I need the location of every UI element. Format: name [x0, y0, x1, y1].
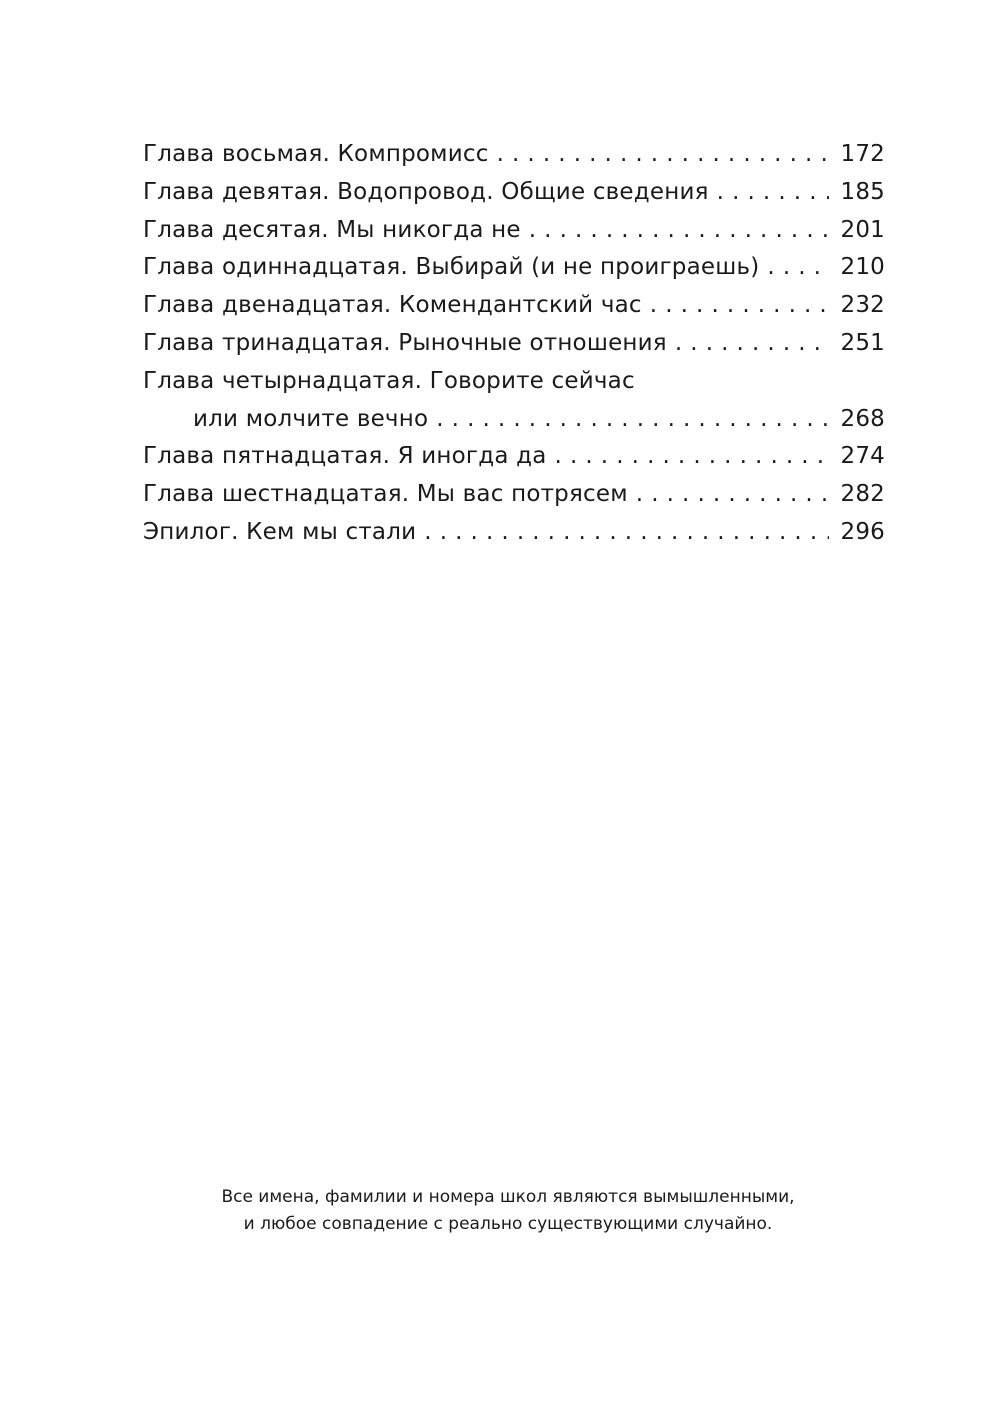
- toc-entry-title: Глава четырнадцатая. Говорите сейчас: [143, 367, 635, 394]
- toc-entry-page: 282: [840, 481, 885, 508]
- toc-dot-leader: [436, 401, 829, 439]
- toc-entry-page: 232: [840, 292, 885, 319]
- toc-entry: [143, 287, 885, 325]
- disclaimer-note: [0, 1184, 1000, 1238]
- toc-entry-title: Глава восьмая. Компромисс: [143, 141, 489, 167]
- toc-entry: [143, 476, 885, 514]
- toc-entry: [143, 212, 885, 250]
- toc-entry-page: 268: [840, 405, 885, 432]
- disclaimer-line: Все имена, фамилии и номера школ являются вымышленными,: [221, 1187, 795, 1207]
- disclaimer-line: и любое совпадение с реально существующими случайно.: [243, 1214, 773, 1234]
- toc-entry-title: Глава девятая. Водопровод. Общие сведения: [143, 178, 709, 205]
- toc-entry-page: 185: [840, 178, 885, 205]
- toc-entry-title: Глава шестнадцатая. Мы вас потрясем: [143, 481, 628, 508]
- toc-entry-page: 201: [840, 216, 885, 243]
- toc-dot-leader: [497, 136, 829, 174]
- toc-dot-leader: [424, 514, 829, 552]
- toc-dot-leader: [529, 212, 829, 250]
- toc-dot-leader: [555, 438, 829, 476]
- toc-entry: [143, 249, 885, 287]
- toc-entry-title: или молчите вечно: [193, 405, 429, 432]
- toc-dot-leader: [675, 325, 829, 363]
- toc-dot-leader: [650, 287, 829, 325]
- toc-entry-page: 296: [840, 518, 885, 545]
- toc-entry: [143, 325, 885, 363]
- toc-entry-first-line: [143, 363, 885, 401]
- toc-entry-title: Глава одиннадцатая. Выбирай (и не проиграешь): [143, 254, 760, 281]
- toc-entry-title: Глава тринадцатая. Рыночные отношения: [143, 329, 667, 356]
- toc-entry: [143, 136, 885, 174]
- toc-entry: [143, 174, 885, 212]
- toc-entry-title: Эпилог. Кем мы стали: [143, 518, 417, 545]
- toc-dot-leader: [767, 249, 829, 287]
- toc-entry-title: Глава пятнадцатая. Я иногда да: [143, 443, 547, 470]
- table-of-contents: [143, 136, 885, 552]
- toc-dot-leader: [717, 174, 829, 212]
- toc-entry: [143, 438, 885, 476]
- toc-entry-title: Глава десятая. Мы никогда не: [143, 216, 521, 243]
- toc-dot-leader: [636, 476, 829, 514]
- toc-entry-continuation: [143, 401, 885, 439]
- toc-entry-page: 274: [840, 443, 885, 470]
- toc-entry-title: Глава двенадцатая. Комендантский час: [143, 292, 642, 319]
- toc-entry: [143, 514, 885, 552]
- toc-entry-page: 210: [840, 254, 885, 281]
- toc-entry-page: 251: [840, 329, 885, 356]
- toc-entry-page: 172: [840, 141, 885, 167]
